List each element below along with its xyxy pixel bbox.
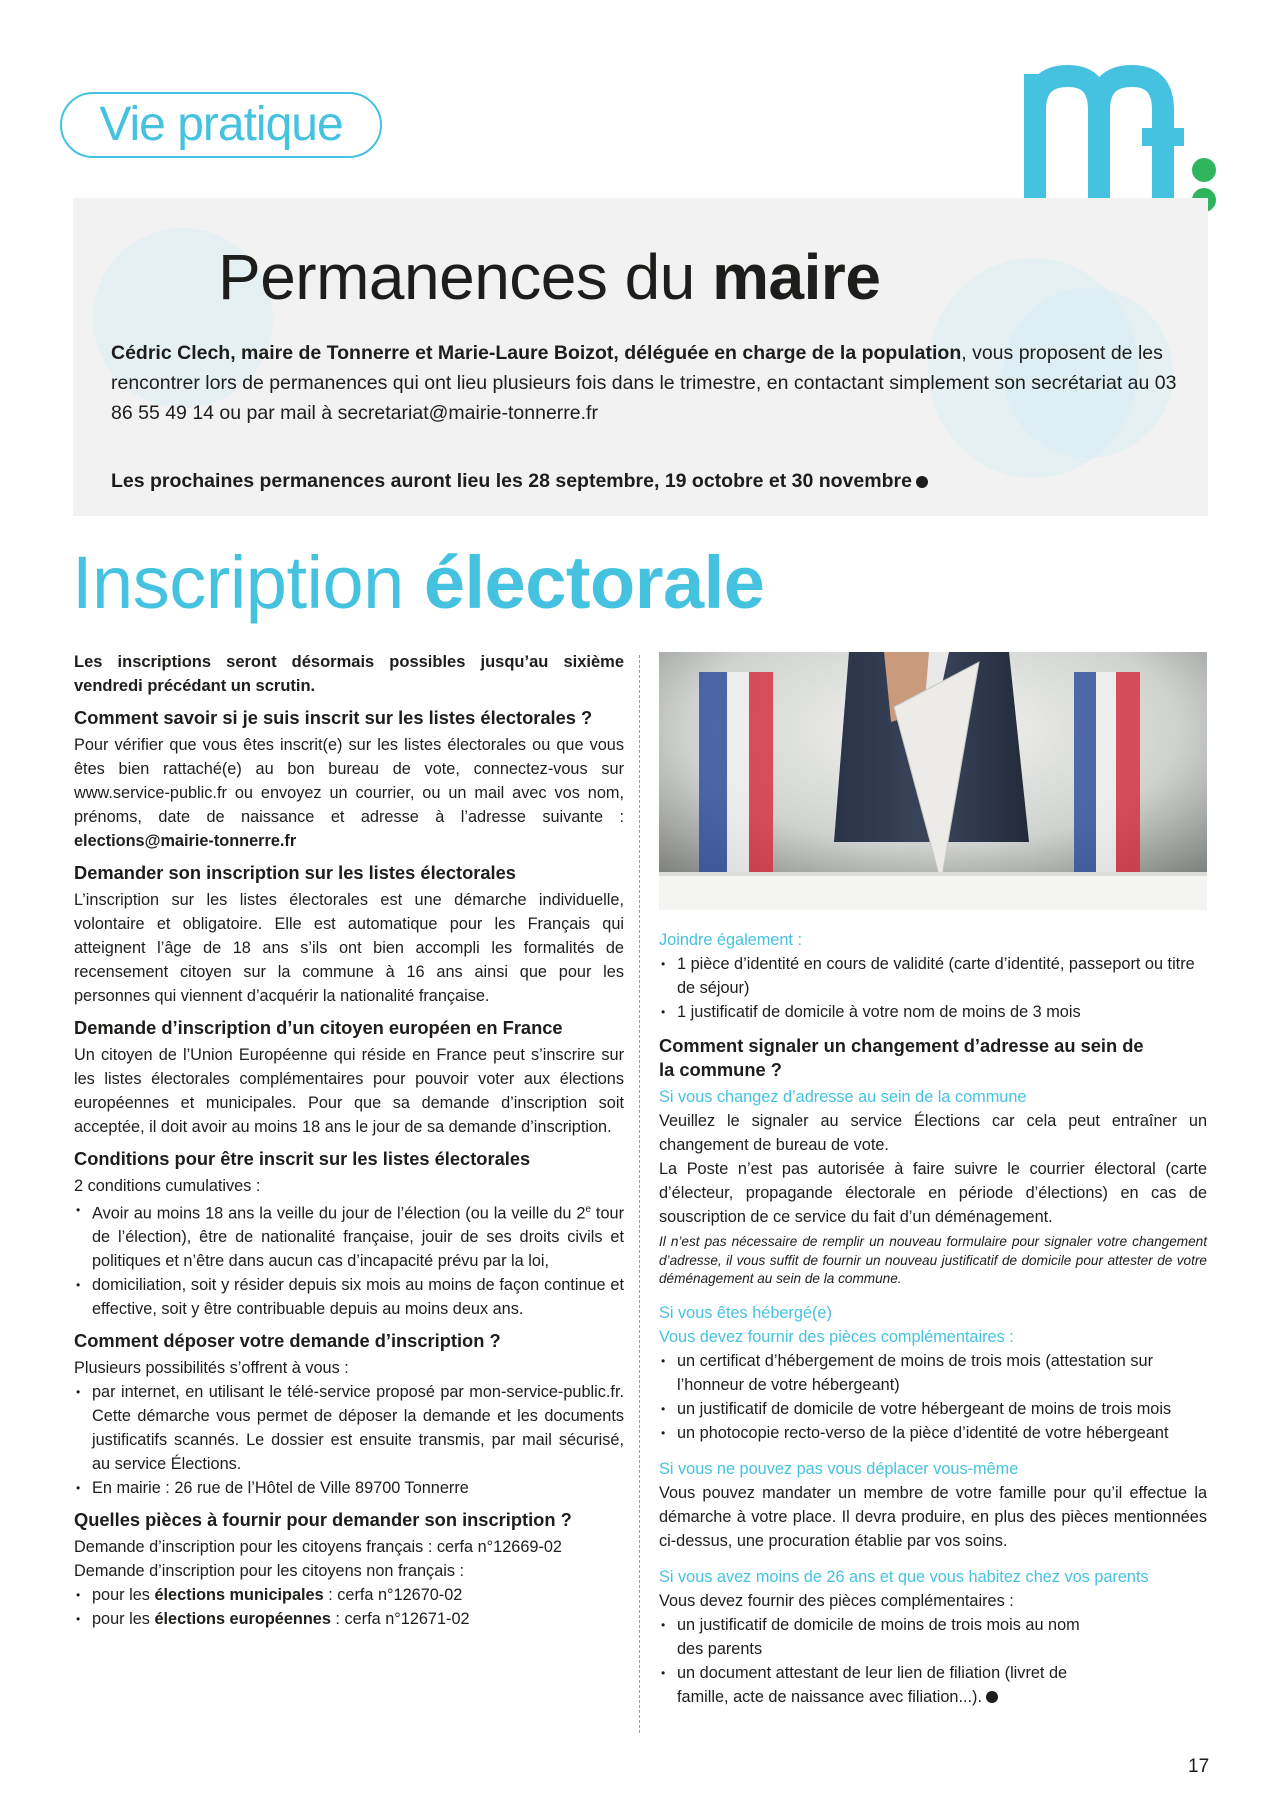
q5-list xyxy=(74,1380,624,1500)
column-divider xyxy=(639,655,640,1733)
section-tag-label: Vie pratique xyxy=(99,98,343,151)
q6-item2-pre: pour les xyxy=(92,1610,155,1629)
q7-sub1: Si vous changez d’adresse au sein de la commune xyxy=(659,1088,1027,1106)
q6-item1-pre: pour les xyxy=(92,1586,155,1605)
q6-list xyxy=(74,1583,624,1631)
q1-text-body: Pour vérifier que vous êtes inscrit(e) sur les listes électorales ou que vous êtes bien rattaché(e) au bon bureau de vote, connectez-vous sur www.service-public.fr ou envoyez un courrier, ou un mail avec vos nom, prénoms, date de naissance et adresse à l’adresse suivante : xyxy=(74,736,624,826)
q3-heading: Demande d’inscription d’un citoyen européen en France xyxy=(74,1017,563,1038)
right-column xyxy=(659,928,1207,1709)
list-item: • un justificatif de domicile de votre hébergeant de moins de trois mois xyxy=(659,1397,1207,1421)
q6-item1-bold: élections municipales xyxy=(154,1586,324,1605)
q6-heading: Quelles pièces à fournir pour demander son inscription ? xyxy=(74,1509,572,1531)
list-item xyxy=(74,1583,624,1607)
q7-heading: Comment signaler un changement d’adresse au sein de la commune ? xyxy=(659,1035,1144,1080)
q7-sub2: Si vous êtes hébergé(e) xyxy=(659,1303,832,1322)
q7-note: Il n’est pas nécessaire de remplir un nouveau formulaire pour signaler votre changement d’adresse, il vous suffit de fournir un nouveau justificatif de domicile pour attester de votre déménagement au sein de la commune. xyxy=(659,1234,1207,1286)
ballot-box-edge xyxy=(659,872,1207,876)
q6-line1: Demande d’inscription pour les citoyens français : cerfa n°12669-02 xyxy=(74,1538,562,1557)
ballot-photo xyxy=(659,652,1207,910)
permanences-intro xyxy=(111,338,1181,428)
q5-heading: Comment déposer votre demande d’inscription ? xyxy=(74,1330,501,1352)
permanences-title-regular: Permanences du xyxy=(218,241,695,313)
left-column xyxy=(74,650,624,1631)
list-item: • 1 pièce d’identité en cours de validité (carte d’identité, passeport ou titre de séjour) xyxy=(659,952,1207,1000)
q2-text: L’inscription sur les listes électorales est une démarche individuelle, volontaire et obligatoire. Elle est automatique pour les Français qui atteignent l’âge de 18 ans s’ils ont bien accompli les formalités de recensement citoyen sur la commune à 16 ans ainsi que pour les personnes qui viennent d’acquérir la nationalité française. xyxy=(74,891,624,1005)
inscription-title-regular: Inscription xyxy=(72,541,404,624)
list-item xyxy=(74,1607,624,1631)
q5-lead: Plusieurs possibilités s’offrent à vous : xyxy=(74,1359,349,1378)
inscription-title-bold: électorale xyxy=(423,541,765,624)
permanences-next-dates xyxy=(111,470,1181,493)
section-tag xyxy=(60,92,382,158)
next-dates-prefix: Les prochaines permanences auront lieu les xyxy=(111,470,523,492)
list-item xyxy=(74,1198,624,1273)
logo-dot-top xyxy=(1192,158,1216,182)
q7-p1: Veuillez le signaler au service Élections car cela peut entraîner un changement de bureau de vote. xyxy=(659,1112,1207,1154)
inscription-intro: Les inscriptions seront désormais possibles jusqu’au sixième vendredi précédant un scrutin. xyxy=(74,653,624,695)
list-item: • domiciliation, soit y résider depuis six mois au moins de façon continue et effective, soit y être contribuable depuis au moins deux ans. xyxy=(74,1273,624,1321)
logo-t-bar xyxy=(1142,128,1184,146)
permanences-intro-bold: Cédric Clech, maire de Tonnerre et Marie-Laure Boizot, déléguée en charge de la population xyxy=(111,342,962,364)
q6-item2-post: : cerfa n°12671-02 xyxy=(330,1610,470,1629)
q7-p2: La Poste n’est pas autorisée à faire suivre le courrier électoral (carte d’électeur, propagande électorale en période d’élections) en cas de souscription de ce service du fait d’un déménagement. xyxy=(659,1160,1207,1226)
q1-email: elections@mairie-tonnerre.fr xyxy=(74,832,297,850)
q1-text xyxy=(74,733,624,853)
list-item: • En mairie : 26 rue de l’Hôtel de Ville 89700 Tonnerre xyxy=(74,1476,624,1500)
end-dot-icon xyxy=(986,1691,998,1703)
list-item: • 1 justificatif de domicile à votre nom de moins de 3 mois xyxy=(659,1000,1207,1024)
next-dates-values: 28 septembre, 19 octobre et 30 novembre xyxy=(528,470,912,492)
parents-item2-text: un document attestant de leur lien de filiation (livret de famille, acte de naissance avec filiation...). xyxy=(677,1663,1068,1706)
list-item: • par internet, en utilisant le télé-service proposé par mon-service-public.fr. Cette démarche vous permet de déposer la demande et les documents justificatifs scannés. Le dossier est ensuite transmis, par mail sécurisé, au service Élections. xyxy=(74,1380,624,1476)
list-item xyxy=(659,1661,1089,1709)
list-item: • un photocopie recto-verso de la pièce d’identité de votre hébergeant xyxy=(659,1421,1207,1445)
q7-sub4: Si vous ne pouvez pas vous déplacer vous-même xyxy=(659,1459,1019,1478)
logo-t-stem xyxy=(1152,108,1174,208)
joindre-list xyxy=(659,952,1207,1024)
permanences-title xyxy=(73,240,1208,314)
q1-heading: Comment savoir si je suis inscrit sur les listes électorales ? xyxy=(74,707,593,728)
joindre-heading: Joindre également : xyxy=(659,931,803,949)
q4-item1-sup: e xyxy=(585,1204,592,1215)
ballot-box xyxy=(659,874,1207,910)
q4-item1-a: Avoir au moins 18 ans la veille du jour de l’élection (ou la veille du 2 xyxy=(92,1204,586,1223)
q7-sub5: Si vous avez moins de 26 ans et que vous habitez chez vos parents xyxy=(659,1567,1149,1586)
list-item: • un certificat d’hébergement de moins de trois mois (attestation sur l’honneur de votre hébergeant) xyxy=(659,1349,1207,1397)
end-dot-icon xyxy=(916,476,928,488)
page-number: 17 xyxy=(1188,1756,1210,1777)
q6-item2-bold: élections européennes xyxy=(154,1610,331,1629)
q4-list xyxy=(74,1198,624,1321)
hebergement-list xyxy=(659,1349,1207,1445)
q4-lead: 2 conditions cumulatives : xyxy=(74,1177,261,1195)
inscription-title xyxy=(72,540,764,625)
permanences-panel xyxy=(73,198,1208,516)
permanences-title-bold: maire xyxy=(712,241,881,313)
q6-item1-post: : cerfa n°12670-02 xyxy=(323,1586,463,1605)
q6-line2: Demande d’inscription pour les citoyens non français : xyxy=(74,1562,465,1581)
q7-lead5: Vous devez fournir des pièces complémentaires : xyxy=(659,1591,1014,1610)
q3-text: Un citoyen de l’Union Européenne qui réside en France peut s’inscrire sur les listes électorales complémentaires pour pouvoir voter aux élections européennes et municipales. Pour que sa demande d’inscription soit acceptée, il doit avoir au moins 18 ans le jour de sa demande d’inscription. xyxy=(74,1046,624,1136)
q2-heading: Demander son inscription sur les listes électorales xyxy=(74,862,516,883)
q4-item1-b: tour de l’élection), être de nationalité française, jouir de ses droits civils et politiques et n’être dans aucun cas d’incapacité prévu par la loi, xyxy=(92,1204,624,1271)
permanences-intro-rest: , vous proposent de les rencontrer lors de permanences qui ont lieu plusieurs fois dans le trimestre, en contactant simplement son secrétariat au 03 86 55 49 14 ou par mail à secretariat@mairie-tonnerre.fr xyxy=(111,342,1177,424)
parents-list xyxy=(659,1613,1207,1709)
q7-sub3: Vous devez fournir des pièces complémentaires : xyxy=(659,1327,1014,1346)
list-item: • un justificatif de domicile de moins de trois mois au nom des parents xyxy=(659,1613,1089,1661)
q4-heading: Conditions pour être inscrit sur les listes électorales xyxy=(74,1148,531,1169)
q7-p3: Vous pouvez mandater un membre de votre famille pour qu’il effectue la démarche à votre place. Il devra produire, en plus des pièces mentionnées ci-dessus, une procuration établie par vos soins. xyxy=(659,1483,1207,1550)
